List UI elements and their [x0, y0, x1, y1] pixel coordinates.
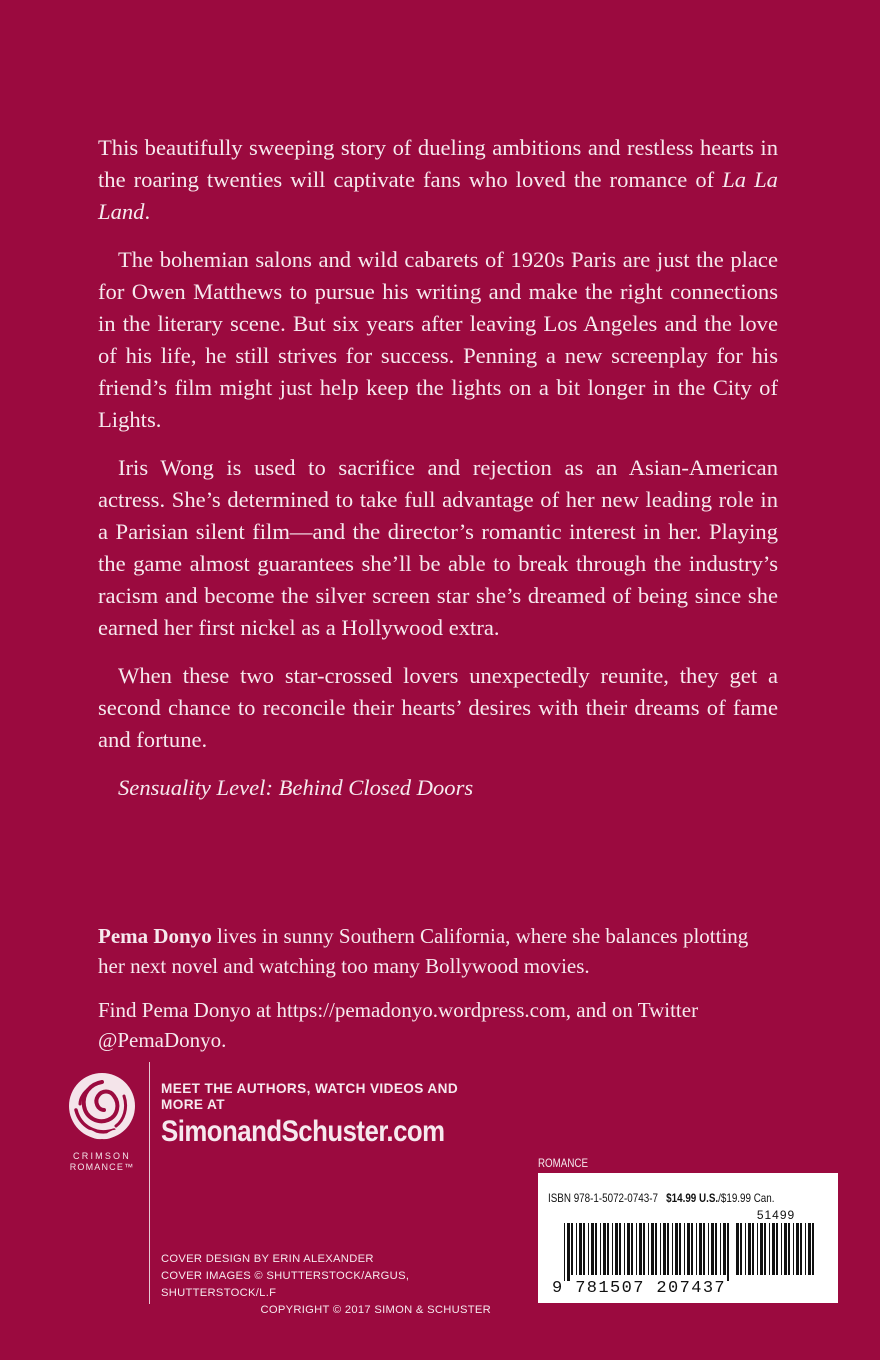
cover-credits — [161, 1251, 491, 1319]
addon-number: 51499 — [756, 1208, 796, 1222]
barcode-bar — [796, 1223, 799, 1275]
barcode-bar — [752, 1223, 754, 1275]
barcode-bar — [588, 1223, 589, 1275]
barcode-bar — [764, 1223, 766, 1275]
barcode-bar — [624, 1223, 625, 1275]
logo-line-1: CRIMSON — [73, 1151, 131, 1161]
barcode-bar — [579, 1223, 582, 1275]
barcode-bar — [711, 1223, 714, 1275]
author-bio-text: lives in sunny Southern California, where she balances plotting her next novel and watching too many Bollywood movies. — [98, 924, 749, 978]
blurb-intro-paragraph — [98, 132, 778, 228]
barcode-bar — [672, 1223, 673, 1275]
genre-label: ROMANCE — [538, 1158, 588, 1170]
barcode-bar — [663, 1223, 666, 1275]
barcode-bar — [603, 1223, 606, 1275]
logo-line-2: ROMANCE™ — [69, 1162, 135, 1172]
barcode-bar — [727, 1223, 729, 1281]
barcode-bar — [745, 1223, 746, 1275]
barcode-bar — [769, 1223, 770, 1275]
author-name: Pema Donyo — [98, 924, 212, 948]
barcode-bar — [691, 1223, 693, 1275]
barcode-bar — [696, 1223, 697, 1275]
barcode-bar — [808, 1223, 811, 1275]
barcode-bar — [715, 1223, 717, 1275]
barcode-bar — [800, 1223, 802, 1275]
barcode-bar — [636, 1223, 637, 1275]
barcode-bar — [583, 1223, 585, 1275]
barcode-digits: 9 781507 207437 — [552, 1279, 727, 1298]
barcode-bar — [812, 1223, 814, 1275]
barcode-bar — [684, 1223, 685, 1275]
barcode-bar — [740, 1223, 742, 1275]
barcode-bar — [571, 1223, 573, 1275]
blurb-owen-paragraph: The bohemian salons and wild cabarets of 1920s Paris are just the place for Owen Matthews to pursue his writing and make the right connections in the literary scene. But six years after leaving Los Angeles and the love of his life, he still strives for success. Penning a new screenplay for his friend’s film might just help keep the lights on a bit longer in the City of Lights. — [98, 247, 778, 432]
isbn-price-line — [548, 1191, 774, 1205]
back-cover-blurb — [98, 132, 778, 820]
intro-end: . — [144, 199, 151, 224]
addon-barcode — [736, 1223, 816, 1281]
barcode-bar — [772, 1223, 775, 1275]
price-can: /$19.99 Can. — [718, 1191, 775, 1205]
barcode-bar — [760, 1223, 763, 1275]
barcode-bar — [627, 1223, 630, 1275]
barcode-bar — [687, 1223, 690, 1275]
publisher-website[interactable]: SimonandSchuster.com — [161, 1115, 445, 1148]
isbn: ISBN 978-1-5072-0743-7 — [548, 1191, 658, 1205]
barcode-bar — [784, 1223, 787, 1275]
ean-barcode — [564, 1223, 732, 1281]
intro-text: This beautifully sweeping story of dueling ambitions and restless hearts in the roaring twenties will captivate fans who loved the romance of — [98, 135, 778, 192]
sensuality-level: Sensuality Level: Behind Closed Doors — [118, 775, 474, 800]
film-title: La La Land — [98, 167, 778, 224]
barcode-bar — [781, 1223, 782, 1275]
barcode-bar — [675, 1223, 678, 1275]
barcode-bar — [776, 1223, 778, 1275]
rose-icon — [54, 1066, 150, 1186]
copyright-line: COPYRIGHT © 2017 SIMON & SCHUSTER — [260, 1304, 491, 1316]
barcode-bar — [631, 1223, 633, 1275]
barcode-box — [538, 1173, 838, 1303]
barcode-bar — [651, 1223, 654, 1275]
barcode-bar — [793, 1223, 794, 1275]
barcode-bar — [679, 1223, 681, 1275]
author-bio-paragraph — [98, 921, 778, 981]
barcode-bar — [607, 1223, 609, 1275]
barcode-bar — [648, 1223, 649, 1275]
publisher-promo — [161, 1081, 501, 1149]
barcode-bar — [595, 1223, 597, 1275]
barcode-bar — [805, 1223, 806, 1275]
author-contact: Find Pema Donyo at https://pemadonyo.wordpress.com, and on Twitter @PemaDonyo. — [98, 998, 699, 1052]
author-bio — [98, 921, 778, 1069]
blurb-iris-paragraph: Iris Wong is used to sacrifice and rejection as an Asian-American actress. She’s determined to take full advantage of her new leading role in a Parisian silent film—and the director’s romantic interest in her. Playing the game almost guarantees she’ll be able to break through the industry’s racism and become the silver screen star she’s dreamed of being since she earned her first nickel as a Hollywood extra. — [98, 455, 778, 640]
barcode-bar — [643, 1223, 645, 1275]
barcode-bar — [639, 1223, 642, 1275]
barcode-bar — [660, 1223, 661, 1275]
barcode-bar — [736, 1223, 739, 1275]
barcode-bar — [615, 1223, 618, 1275]
publisher-tagline: MEET THE AUTHORS, WATCH VIDEOS AND MORE AT — [161, 1081, 459, 1112]
barcode-bar — [699, 1223, 702, 1275]
barcode-bar — [667, 1223, 669, 1275]
cover-design-credit: COVER DESIGN BY ERIN ALEXANDER — [161, 1253, 374, 1265]
barcode-bar — [600, 1223, 601, 1275]
barcode-bar — [576, 1223, 577, 1275]
barcode-bar — [655, 1223, 657, 1275]
barcode-bar — [720, 1223, 721, 1275]
barcode-bar — [757, 1223, 758, 1275]
footer-divider — [149, 1062, 150, 1304]
barcode-bar — [788, 1223, 790, 1275]
cover-images-credit: COVER IMAGES © SHUTTERSTOCK/ARGUS, SHUTTERSTOCK/L.F — [161, 1270, 410, 1299]
barcode-bar — [708, 1223, 709, 1275]
barcode-bar — [748, 1223, 751, 1275]
barcode-bar — [723, 1223, 726, 1275]
barcode-bar — [591, 1223, 594, 1275]
barcode-bar — [564, 1223, 565, 1281]
barcode-bar — [567, 1223, 570, 1281]
barcode-bar — [703, 1223, 705, 1275]
crimson-romance-logo — [54, 1066, 150, 1191]
blurb-reunite-paragraph: When these two star-crossed lovers unexpectedly reunite, they get a second chance to reconcile their hearts’ desires with their dreams of fame and fortune. — [98, 663, 778, 752]
barcode-bar — [619, 1223, 621, 1275]
price-us: $14.99 U.S. — [666, 1191, 719, 1205]
barcode-bar — [612, 1223, 613, 1275]
